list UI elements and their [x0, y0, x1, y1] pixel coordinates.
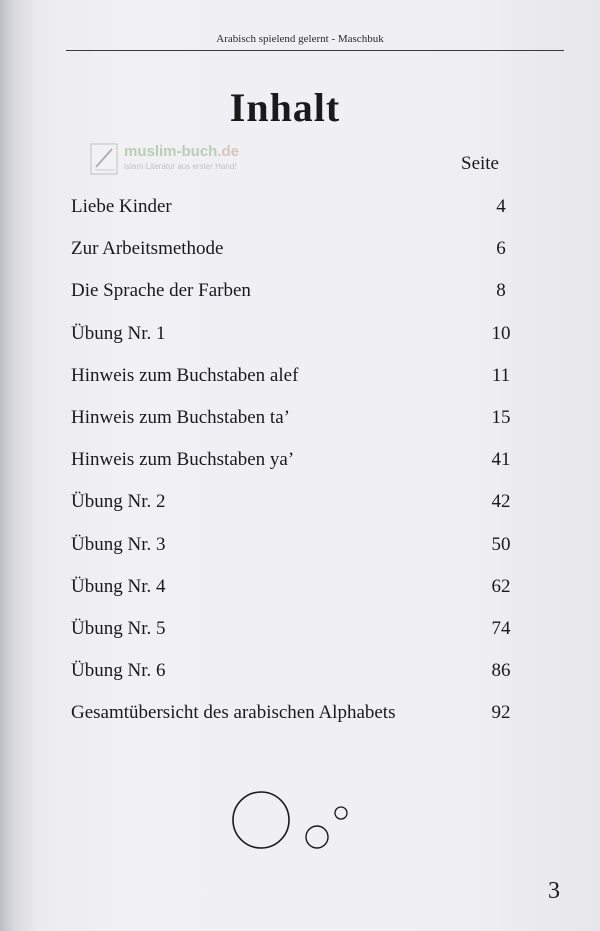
toc-entry-title: Übung Nr. 5	[71, 617, 166, 639]
running-head: Arabisch spielend gelernt - Maschbuk	[216, 33, 384, 45]
toc-entry-title: Gesamtübersicht des arabischen Alphabets	[71, 702, 396, 724]
toc-entry-page: 4	[496, 196, 506, 217]
bubbles-decoration	[228, 790, 358, 860]
page-column-header: Seite	[461, 153, 499, 174]
toc-entry-page: 50	[491, 533, 511, 555]
toc-entry-page: 41	[491, 449, 511, 471]
toc-entry	[71, 401, 531, 443]
toc-entry-title: Übung Nr. 2	[71, 491, 166, 513]
toc-entry-page: 92	[491, 702, 511, 724]
toc-entry-title: Liebe Kinder	[71, 196, 172, 217]
large-bubble	[233, 792, 289, 848]
toc-entry-page: 8	[496, 280, 506, 302]
toc-entry	[71, 359, 531, 401]
toc-entry-title: Übung Nr. 1	[71, 322, 166, 344]
toc-entry-page: 6	[496, 238, 506, 260]
toc-entry	[71, 696, 531, 738]
watermark	[90, 139, 265, 181]
small-bubble	[335, 807, 347, 819]
toc-entry-page: 10	[491, 322, 511, 344]
toc-entry-title: Die Sprache der Farben	[71, 280, 251, 302]
watermark-tagline: Islam-Literatur aus erster Hand!	[124, 162, 237, 171]
toc-entry	[71, 570, 531, 612]
toc-entry	[71, 528, 531, 570]
toc-entry	[71, 274, 531, 316]
toc-entry-title: Zur Arbeitsmethode	[71, 238, 224, 260]
toc-entry	[71, 612, 531, 654]
toc-entry	[71, 190, 531, 232]
toc-entry-page: 15	[491, 406, 511, 428]
header-rule	[66, 50, 564, 51]
toc-entry-title: Übung Nr. 6	[71, 660, 166, 682]
toc-entry-page: 74	[491, 617, 511, 639]
medium-bubble	[306, 826, 328, 848]
page-number: 3	[548, 878, 560, 904]
toc-entry-title: Hinweis zum Buchstaben ta’	[71, 406, 290, 428]
toc-entry	[71, 485, 531, 527]
toc-entry-title: Hinweis zum Buchstaben alef	[71, 364, 299, 386]
toc-entry	[71, 317, 531, 359]
toc-entry	[71, 443, 531, 485]
toc-entry-title: Übung Nr. 3	[71, 533, 166, 555]
toc-entry-page: 11	[491, 364, 511, 386]
page-title: Inhalt	[229, 85, 341, 130]
toc-entry	[71, 232, 531, 274]
toc-entry-page: 86	[491, 660, 511, 682]
table-of-contents	[71, 190, 531, 738]
toc-entry-page: 42	[491, 491, 511, 513]
toc-entry	[71, 654, 531, 696]
toc-entry-title: Übung Nr. 4	[71, 575, 166, 597]
toc-entry-page: 62	[491, 575, 511, 597]
watermark-name: muslim-buch.de	[124, 143, 240, 160]
book-logo-icon	[90, 141, 120, 177]
toc-entry-title: Hinweis zum Buchstaben ya’	[71, 449, 295, 471]
